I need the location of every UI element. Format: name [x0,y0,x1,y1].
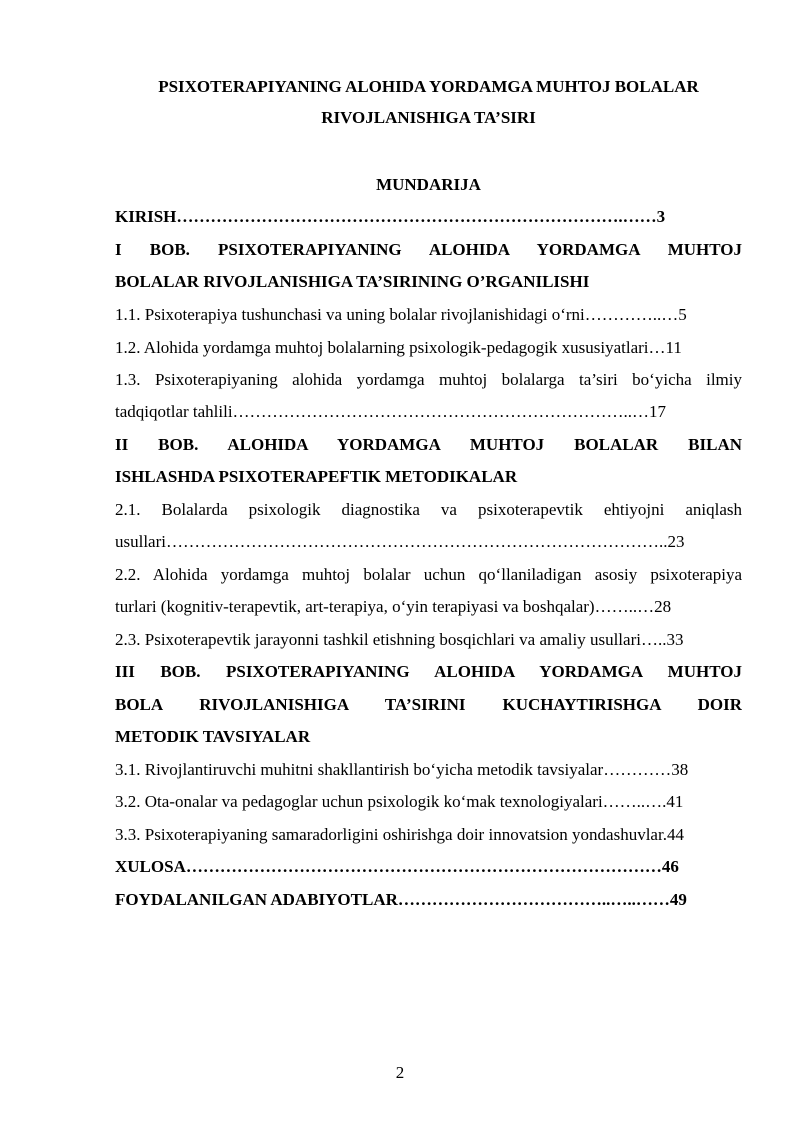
toc-chapter-1-title: I BOB. PSIXOTERAPIYANING ALOHIDA YORDAMGA MUHTOJ [115,240,742,259]
toc-entry-3-3: 3.3. Psixoterapiyaning samaradorligini oshirishga doir innovatsion yondashuvlar.44 [115,825,684,844]
toc-entry-1-2: 1.2. Alohida yordamga muhtoj bolalarning psixologik-pedagogik xususiyatlari…11 [115,338,682,357]
toc-heading: MUNDARIJA [376,175,481,194]
page-number: 2 [395,1063,405,1082]
toc-chapter-2-title: II BOB. ALOHIDA YORDAMGA MUHTOJ BOLALAR BILAN [115,435,742,454]
toc-entry-3-1: 3.1. Rivojlantiruvchi muhitni shakllantirish bo‘yicha metodik tavsiyalar…………38 [115,760,689,779]
toc-entry-2-3: 2.3. Psixoterapevtik jarayonni tashkil etishning bosqichlari va amaliy usullari…..33 [115,630,684,649]
toc-entry-2-2-cont: turlari (kognitiv-terapevtik, art-terapiya, o‘yin terapiyasi va boshqalar)……..…28 [115,597,672,616]
toc-entry-1-3-cont: tadqiqotlar tahlili……………………………………………………………..…17 [115,402,667,421]
toc-entry-references: FOYDALANILGAN ADABIYOTLAR………………………………..…..……49 [115,890,687,909]
toc-entry-1-1: 1.1. Psixoterapiya tushunchasi va uning bolalar rivojlanishidagi o‘rni…………..…5 [115,305,687,324]
toc-chapter-1-title-cont: BOLALAR RIVOJLANISHIGA TA’SIRINING O’RGANILISHI [115,272,590,291]
toc-chapter-3-title-cont-2: METODIK TAVSIYALAR [115,727,311,746]
document-title-line-2: RIVOJLANISHIGA TA’SIRI [321,108,536,127]
toc-entry-2-2: 2.2. Alohida yordamga muhtoj bolalar uchun qo‘llaniladigan asosiy psixoterapiya [115,565,742,584]
document-title-line-1: PSIXOTERAPIYANING ALOHIDA YORDAMGA MUHTOJ BOLALAR [158,77,699,96]
toc-entry-introduction: KIRISH…………………………………………………………………….……3 [115,207,666,226]
toc-chapter-2-title-cont: ISHLASHDA PSIXOTERAPEFTIK METODIKALAR [115,467,518,486]
toc-entry-conclusion: XULOSA…………………………………………………………………………46 [115,857,679,876]
toc-chapter-3-title-cont: BOLA RIVOJLANISHIGA TA’SIRINI KUCHAYTIRISHGA DOIR [115,695,742,714]
toc-entry-2-1-cont: usullari……………………………………………………………………………..23 [115,532,685,551]
toc-entry-1-3: 1.3. Psixoterapiyaning alohida yordamga muhtoj bolalarga ta’siri bo‘yicha ilmiy [115,370,742,389]
toc-entry-2-1: 2.1. Bolalarda psixologik diagnostika va psixoterapevtik ehtiyojni aniqlash [115,500,742,519]
toc-chapter-3-title: III BOB. PSIXOTERAPIYANING ALOHIDA YORDAMGA MUHTOJ [115,662,742,681]
toc-entry-3-2: 3.2. Ota-onalar va pedagoglar uchun psixologik ko‘mak texnologiyalari……..….41 [115,792,684,811]
